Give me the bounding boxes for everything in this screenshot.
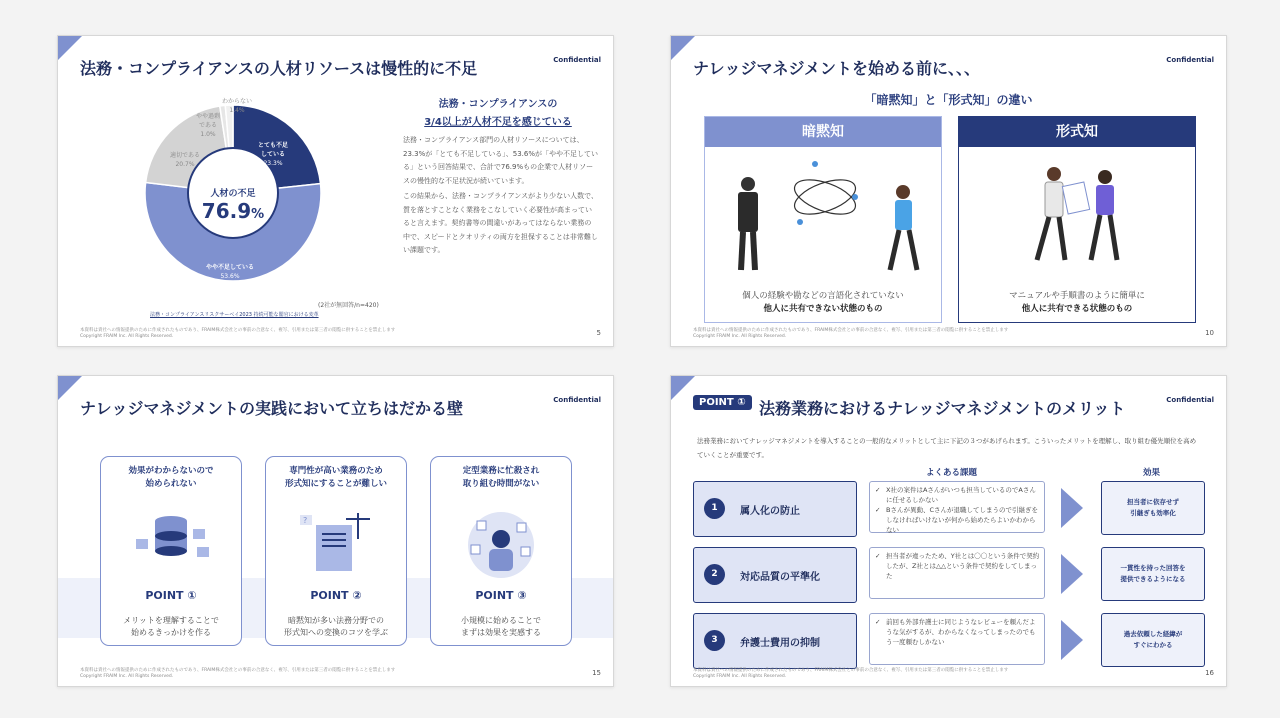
busy-person-icon: [431, 509, 571, 579]
card-description: 暗黙知が多い法務分野での 形式知への変換のコツを学ぶ: [284, 616, 388, 637]
wall-card-3: [430, 456, 572, 646]
label-very-short: とても不足 している 23.3%: [258, 142, 289, 167]
issue-box-1: ✓ X社の案件はAさんがいつも担当しているのでAさんに任せるしかない ✓ Bさんが異動、Cさんが退職してしまうので引継ぎをしなければいけないが何から始めたらよいかわからない: [869, 481, 1045, 533]
page-number: 5: [596, 329, 601, 337]
row-number: 1: [704, 498, 725, 519]
tacit-illustration: [705, 152, 941, 282]
card-point: POINT ②: [310, 589, 362, 602]
confidential-label: Confidential: [1166, 396, 1214, 404]
source-link[interactable]: 法務・コンプライアンスリスクサーベイ2023 持続可能な閣官における変革: [150, 312, 319, 318]
card-heading: 定型業務に忙殺され 取り組む時間がない: [462, 466, 540, 489]
page-number: 16: [1205, 669, 1214, 677]
svg-text:?: ?: [303, 516, 308, 525]
explicit-knowledge-box: [958, 116, 1196, 323]
slide-15[interactable]: [57, 375, 614, 687]
row-label: 弁護士費用の抑制: [740, 638, 820, 649]
sample-note: (2社が無回答/n=420): [318, 302, 379, 309]
row-number: 2: [704, 564, 725, 585]
explicit-illustration: [959, 152, 1195, 282]
wall-card-2: [265, 456, 407, 646]
slide-title: 法務・コンプライアンスの人材リソースは慢性的に不足: [80, 59, 478, 78]
explicit-header: 形式知: [959, 117, 1195, 147]
pie-center-label: [188, 186, 278, 223]
center-unit: %: [251, 207, 265, 222]
card-heading: 専門性が高い業務のため 形式知にすることが難しい: [284, 466, 387, 489]
card-point: POINT ①: [145, 589, 197, 602]
intro-text: 法務業務においてナレッジマネジメントを導入することの一般的なメリットとして主に下記の３つがあげられます。こういったメリットを理解し、取り組む優先順位を高めていくことが重要です。: [697, 437, 1197, 459]
arrow-3: [1061, 620, 1083, 660]
merit-row-2: [693, 547, 857, 603]
row-label: 属人化の防止: [740, 506, 800, 517]
explicit-description: マニュアルや手順書のように簡単に 他人に共有できる状態のもの: [1009, 291, 1145, 314]
label-adequate: 適切である 20.7%: [170, 152, 201, 168]
slide-title: 法務業務におけるナレッジマネジメントのメリット: [759, 399, 1126, 418]
footer: 本資料は貴社への情報提供のために作成されたものであり、FRAIM株式会社との事前の合意なく、複写、引用または第三者の閲覧に供することを禁止します Copyright FRAIM Inc. All Rights Reserved.: [693, 328, 1009, 339]
comparison-subtitle: 「暗黙知」と「形式知」の違い: [864, 93, 1033, 107]
footer: 本資料は貴社への情報提供のために作成されたものであり、FRAIM株式会社との事前の合意なく、複写、引用または第三者の閲覧に供することを禁止します Copyright FRAIM Inc. All Rights Reserved.: [80, 328, 396, 339]
row-number: 3: [704, 630, 725, 651]
slide-title: ナレッジマネジメントを始める前に、、、: [693, 59, 981, 78]
issue-box-2: ✓ 担当者が違ったため、Y社とは〇〇という条件で契約したが、Z社とは△△という条件で契約をしてしまった: [869, 547, 1045, 599]
issue-box-3: ✓ 前回も外部弁護士に同じようなレビューを頼んだような気がするが、わからなくなってしまったのでもう一度頼むしかない: [869, 613, 1045, 665]
slide-16[interactable]: [670, 375, 1227, 687]
row-label: 対応品質の平準化: [740, 572, 820, 583]
corner-accent: [671, 376, 695, 400]
tacit-description: 個人の経験や勘などの言語化されていない 他人に共有できない状態のもの: [742, 291, 904, 314]
slide-10[interactable]: [670, 35, 1227, 347]
effect-column-header: 効果: [1143, 468, 1161, 478]
card-heading: 効果がわからないので 始められない: [128, 466, 214, 489]
wall-card-1: [100, 456, 242, 646]
effect-box-1: 担当者に依存せず 引継ぎも効率化: [1101, 481, 1205, 535]
center-value: 76.9: [201, 199, 252, 223]
card-point: POINT ③: [475, 589, 527, 602]
summary-body: 法務・コンプライアンス部門の人材リソースについては、23.3%が「とても不足している」、53.6%が「やや不足している」という回答結果で、合計で76.9%もの企業で人材リソースの慢性的な不足状況が続いています。 この結果から、法務・コンプライアンスがより少ない人数で、質を落とすことなく業務をこなしていく必要性が高まっていると言えます。契約書等の間違いがあってはならない業務の中で、スピードとクオリティの両方を担保することは非常難しい課題です。: [403, 136, 598, 254]
center-label: 人材の不足: [210, 189, 256, 199]
slide-title: ナレッジマネジメントの実践において立ちはだかる壁: [80, 399, 464, 418]
footer: 本資料は貴社への情報提供のために作成されたものであり、FRAIM株式会社との事前の合意なく、複写、引用または第三者の閲覧に供することを禁止します Copyright FRAIM Inc. All Rights Reserved.: [693, 668, 1009, 679]
card-description: 小規模に始めることで まずは効果を実感する: [461, 616, 541, 637]
footer: 本資料は貴社への情報提供のために作成されたものであり、FRAIM株式会社との事前の合意なく、複写、引用または第三者の閲覧に供することを禁止します Copyright FRAIM Inc. All Rights Reserved.: [80, 668, 396, 679]
effect-box-2: 一貫性を持った回答を 提供できるようになる: [1101, 547, 1205, 601]
label-unknown: わからない 1.4%: [222, 98, 253, 114]
confidential-label: Confidential: [553, 56, 601, 64]
slide-5[interactable]: [57, 35, 614, 347]
legal-document-icon: [266, 509, 406, 579]
merit-row-1: [693, 481, 857, 537]
page-number: 15: [592, 669, 601, 677]
corner-accent: [58, 36, 82, 60]
confidential-label: Confidential: [553, 396, 601, 404]
database-icon: [101, 509, 241, 579]
page-number: 10: [1205, 329, 1214, 337]
tacit-header: 暗黙知: [705, 117, 941, 147]
summary-heading: 法務・コンプライアンスの 3/4以上が人材不足を感じている: [424, 99, 572, 128]
merit-row-3: [693, 613, 857, 669]
label-somewhat-short: やや不足している 53.6%: [206, 264, 255, 280]
label-somewhat-excess: やや過剰 である 1.0%: [196, 113, 221, 138]
effect-box-3: 過去依頼した経緯が すぐにわかる: [1101, 613, 1205, 667]
confidential-label: Confidential: [1166, 56, 1214, 64]
card-description: メリットを理解することで 始めるきっかけを作る: [123, 616, 219, 637]
corner-accent: [671, 36, 695, 60]
arrow-1: [1061, 488, 1083, 528]
point-badge: POINT ①: [693, 395, 752, 410]
tacit-knowledge-box: [704, 116, 942, 323]
corner-accent: [58, 376, 82, 400]
issues-column-header: よくある課題: [926, 468, 978, 478]
arrow-2: [1061, 554, 1083, 594]
